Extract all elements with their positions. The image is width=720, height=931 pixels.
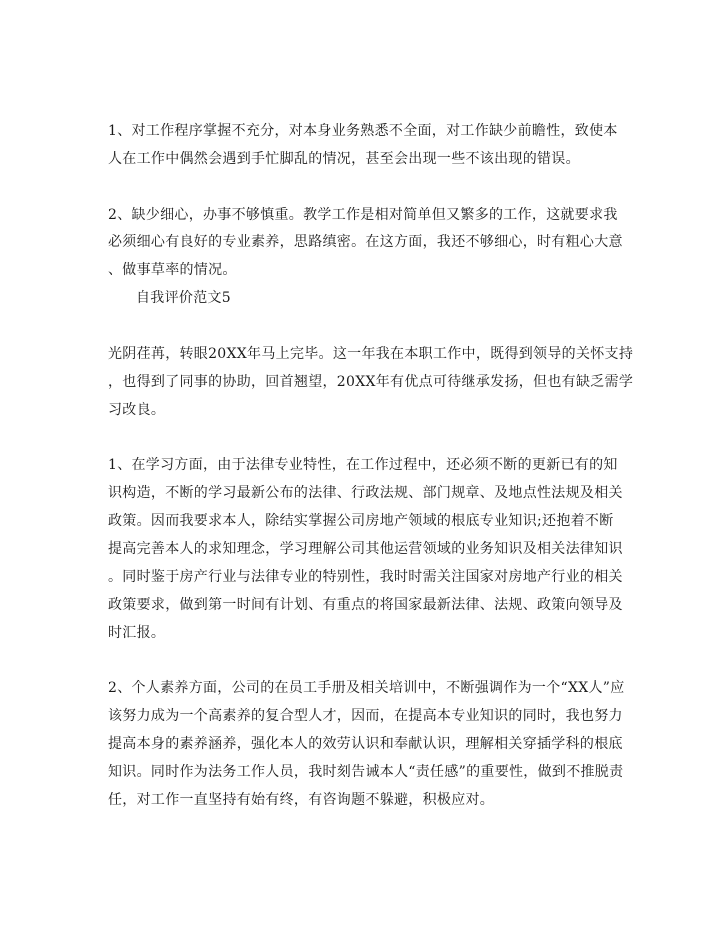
- paragraph-1-line-2: 人在工作中偶然会遇到手忙脚乱的情况，甚至会出现一些不该出现的错误。: [108, 151, 580, 167]
- paragraph-5-line-4: 知识。同时作为法务工作人员，我时刻告诫本人“责任感”的重要性，做到不推脱责: [108, 764, 624, 780]
- paragraph-4-line-1: 1、在学习方面，由于法律专业特性，在工作过程中，还必须不断的更新已有的知: [108, 457, 618, 473]
- paragraph-5-line-3: 提高本身的素养涵养，强化本人的效劳认识和奉献认识，理解相关穿插学科的根底: [108, 736, 623, 752]
- paragraph-3-line-1: 光阴荏苒，转眼20XX年马上完毕。这一年我在本职工作中，既得到领导的关怀支持: [108, 346, 634, 362]
- paragraph-5-line-5: 任，对工作一直坚持有始有终，有咨询题不躲避，积极应对。: [108, 792, 495, 808]
- section-heading: 自我评价范文5: [136, 290, 232, 306]
- paragraph-3-line-2: ，也得到了同事的协助，回首翘望，20XX年有优点可待继承发扬，但也有缺乏需学: [108, 374, 634, 390]
- paragraph-2-line-2: 必须细心有良好的专业素养，思路缜密。在这方面，我还不够细心，时有粗心大意: [108, 234, 623, 250]
- paragraph-4-line-7: 时汇报。: [108, 625, 166, 641]
- paragraph-4-line-3: 政策。因而我要求本人，除结实掌握公司房地产领域的根底专业知识;还抱着不断: [108, 513, 614, 529]
- paragraph-2-line-1: 2、缺少细心，办事不够慎重。教学工作是相对简单但又繁多的工作，这就要求我: [108, 207, 618, 223]
- paragraph-1-line-1: 1、对工作程序掌握不充分，对本身业务熟悉不全面，对工作缺少前瞻性，致使本: [108, 123, 618, 139]
- paragraph-4-line-6: 政策要求，做到第一时间有计划、有重点的将国家最新法律、法规、政策向领导及: [108, 597, 623, 613]
- paragraph-3-line-3: 习改良。: [108, 402, 166, 418]
- paragraph-4-line-2: 识构造，不断的学习最新公布的法律、行政法规、部门规章、及地点性法规及相关: [108, 485, 623, 501]
- paragraph-5-line-1: 2、个人素养方面，公司的在员工手册及相关培训中，不断强调作为一个“XX人”应: [108, 680, 625, 696]
- paragraph-2-line-3: 、做事草率的情况。: [108, 262, 237, 278]
- paragraph-4-line-5: 。同时鉴于房产行业与法律专业的特别性，我时时需关注国家对房地产行业的相关: [108, 569, 623, 585]
- paragraph-4-line-4: 提高完善本人的求知理念，学习理解公司其他运营领域的业务知识及相关法律知识: [108, 541, 623, 557]
- paragraph-5-line-2: 该努力成为一个高素养的复合型人才，因而，在提高本专业知识的同时，我也努力: [108, 708, 623, 724]
